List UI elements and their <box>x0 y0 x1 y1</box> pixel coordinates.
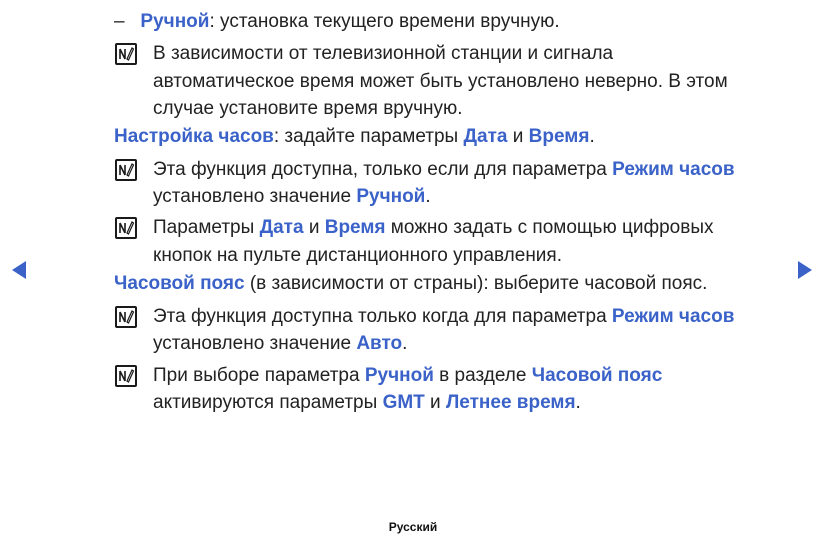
note1-line3: случае установите время вручную. <box>153 98 463 119</box>
triangle-left-icon[interactable] <box>12 261 26 279</box>
term-clock-mode: Режим часов <box>611 306 735 327</box>
conjunction: и <box>303 217 325 238</box>
timezone-description: (в зависимости от страны): выберите часовой пояс. <box>244 273 708 294</box>
note-icon <box>115 365 137 387</box>
note3-text: можно задать с помощью цифровых <box>385 217 714 238</box>
note5-text: активируются параметры <box>153 392 383 413</box>
pencil-glyph <box>117 308 135 326</box>
note-icon <box>115 43 137 65</box>
manual-description: : установка текущего времени вручную. <box>209 11 560 32</box>
term-manual: Ручной <box>140 11 210 32</box>
note-icon <box>115 217 137 239</box>
term-time: Время <box>528 126 590 147</box>
pencil-glyph <box>117 45 135 63</box>
clock-setup-line <box>114 123 595 151</box>
note-icon <box>115 159 137 181</box>
conjunction: и <box>424 392 446 413</box>
pencil-glyph <box>117 161 135 179</box>
note2-text: Эта функция доступна, только если для параметра <box>153 159 613 180</box>
clock-setup-text: : задайте параметры <box>273 126 464 147</box>
term-date: Дата <box>259 217 304 238</box>
term-clock-setup: Настройка часов <box>114 126 274 147</box>
note4-line1 <box>153 303 734 331</box>
term-clock-mode: Режим часов <box>612 159 735 180</box>
note2-line1 <box>153 156 735 184</box>
period: . <box>425 186 431 207</box>
note1-line1: В зависимости от телевизионной станции и сигнала <box>153 43 614 64</box>
conjunction: и <box>507 126 529 147</box>
note3-line1 <box>153 214 714 242</box>
note4-line2 <box>153 330 407 358</box>
note2-text: установлено значение <box>153 186 357 207</box>
timezone-line <box>114 270 707 298</box>
note3-text: Параметры <box>153 217 260 238</box>
term-timezone: Часовой пояс <box>114 273 245 294</box>
term-gmt: GMT <box>382 392 425 413</box>
period: . <box>589 126 595 147</box>
note2-line2 <box>153 183 431 211</box>
note3-line2: кнопок на пульте дистанционного управления. <box>153 245 562 266</box>
pencil-glyph <box>117 219 135 237</box>
bullet-dash: – <box>114 11 125 32</box>
term-manual: Ручной <box>364 365 434 386</box>
note5-line2 <box>153 389 581 417</box>
note4-text: Эта функция доступна только когда для параметра <box>153 306 612 327</box>
term-manual: Ручной <box>356 186 426 207</box>
note5-text: При выборе параметра <box>153 365 365 386</box>
note4-text: установлено значение <box>153 333 357 354</box>
note1-line2: автоматическое время может быть установлено неверно. В этом <box>153 71 728 92</box>
term-auto: Авто <box>356 333 403 354</box>
footer-language: Русский <box>388 520 438 534</box>
triangle-right-icon[interactable] <box>798 261 812 279</box>
note-icon <box>115 306 137 328</box>
manual-option-line <box>114 8 560 36</box>
term-dst: Летнее время <box>445 392 576 413</box>
term-time: Время <box>324 217 386 238</box>
note5-text: в разделе <box>433 365 532 386</box>
pencil-glyph <box>117 367 135 385</box>
note5-line1 <box>153 362 662 390</box>
period: . <box>402 333 408 354</box>
term-date: Дата <box>463 126 508 147</box>
period: . <box>575 392 581 413</box>
term-timezone: Часовой пояс <box>531 365 663 386</box>
